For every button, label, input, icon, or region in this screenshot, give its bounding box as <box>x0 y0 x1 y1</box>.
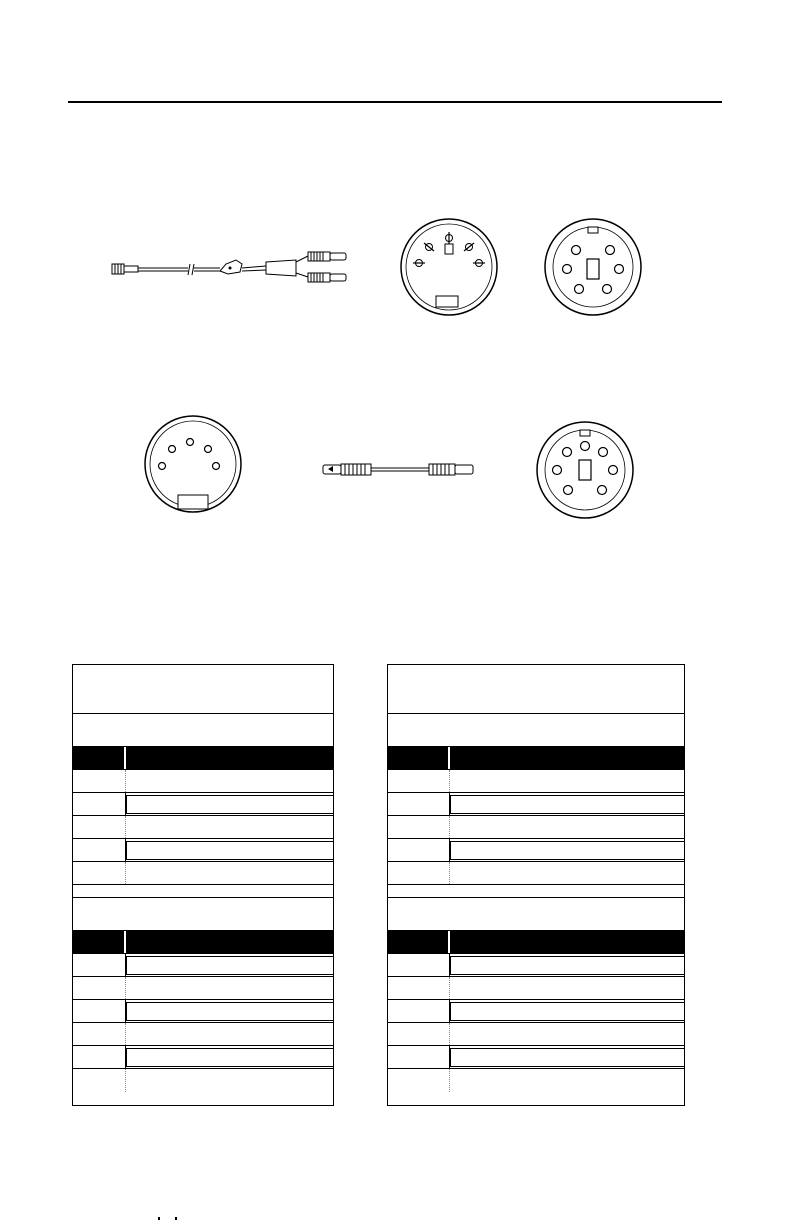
table-row <box>73 1000 333 1023</box>
table-row <box>73 1023 333 1046</box>
pinout-table-left <box>72 664 334 1106</box>
table-row <box>388 770 684 793</box>
table-row <box>388 1000 684 1023</box>
y-cable-icon <box>110 244 355 294</box>
table-row <box>73 839 333 862</box>
section-title <box>73 898 333 931</box>
header-signal <box>450 747 684 769</box>
table-row <box>388 1046 684 1069</box>
mini-din-8pin-icon <box>535 420 635 520</box>
header-pin <box>388 931 450 953</box>
table-row <box>388 1069 684 1092</box>
table-row <box>73 954 333 977</box>
din-5pin-icon <box>143 412 243 518</box>
section-divider <box>73 885 333 898</box>
table-header <box>388 747 684 770</box>
header-pin <box>73 931 126 953</box>
header-signal <box>450 931 684 953</box>
table-row <box>388 1023 684 1046</box>
table-row <box>388 839 684 862</box>
header-signal <box>126 931 333 953</box>
table-row <box>73 816 333 839</box>
table-row <box>73 1069 333 1092</box>
table-row <box>73 770 333 793</box>
header-pin <box>73 747 126 769</box>
straight-cable-icon <box>321 458 476 480</box>
table-row <box>388 793 684 816</box>
header-rule <box>68 101 722 103</box>
print-mark <box>158 1217 160 1220</box>
table-row <box>73 1046 333 1069</box>
table-row <box>388 862 684 885</box>
table-row <box>73 793 333 816</box>
section-title <box>388 898 684 931</box>
section-divider <box>388 885 684 898</box>
table-row <box>73 977 333 1000</box>
table-header <box>73 747 333 770</box>
section-title <box>388 714 684 747</box>
table-header <box>388 931 684 954</box>
print-mark <box>175 1217 177 1220</box>
mini-din-socket-icon <box>543 217 643 317</box>
pinout-table-right <box>387 664 685 1106</box>
table-header <box>73 931 333 954</box>
table-title <box>73 665 333 714</box>
table-row <box>388 816 684 839</box>
table-row <box>73 862 333 885</box>
din-socket-icon <box>399 217 499 317</box>
section-title <box>73 714 333 747</box>
table-row <box>388 977 684 1000</box>
header-signal <box>126 747 333 769</box>
table-title <box>388 665 684 714</box>
table-row <box>388 954 684 977</box>
header-pin <box>388 747 450 769</box>
